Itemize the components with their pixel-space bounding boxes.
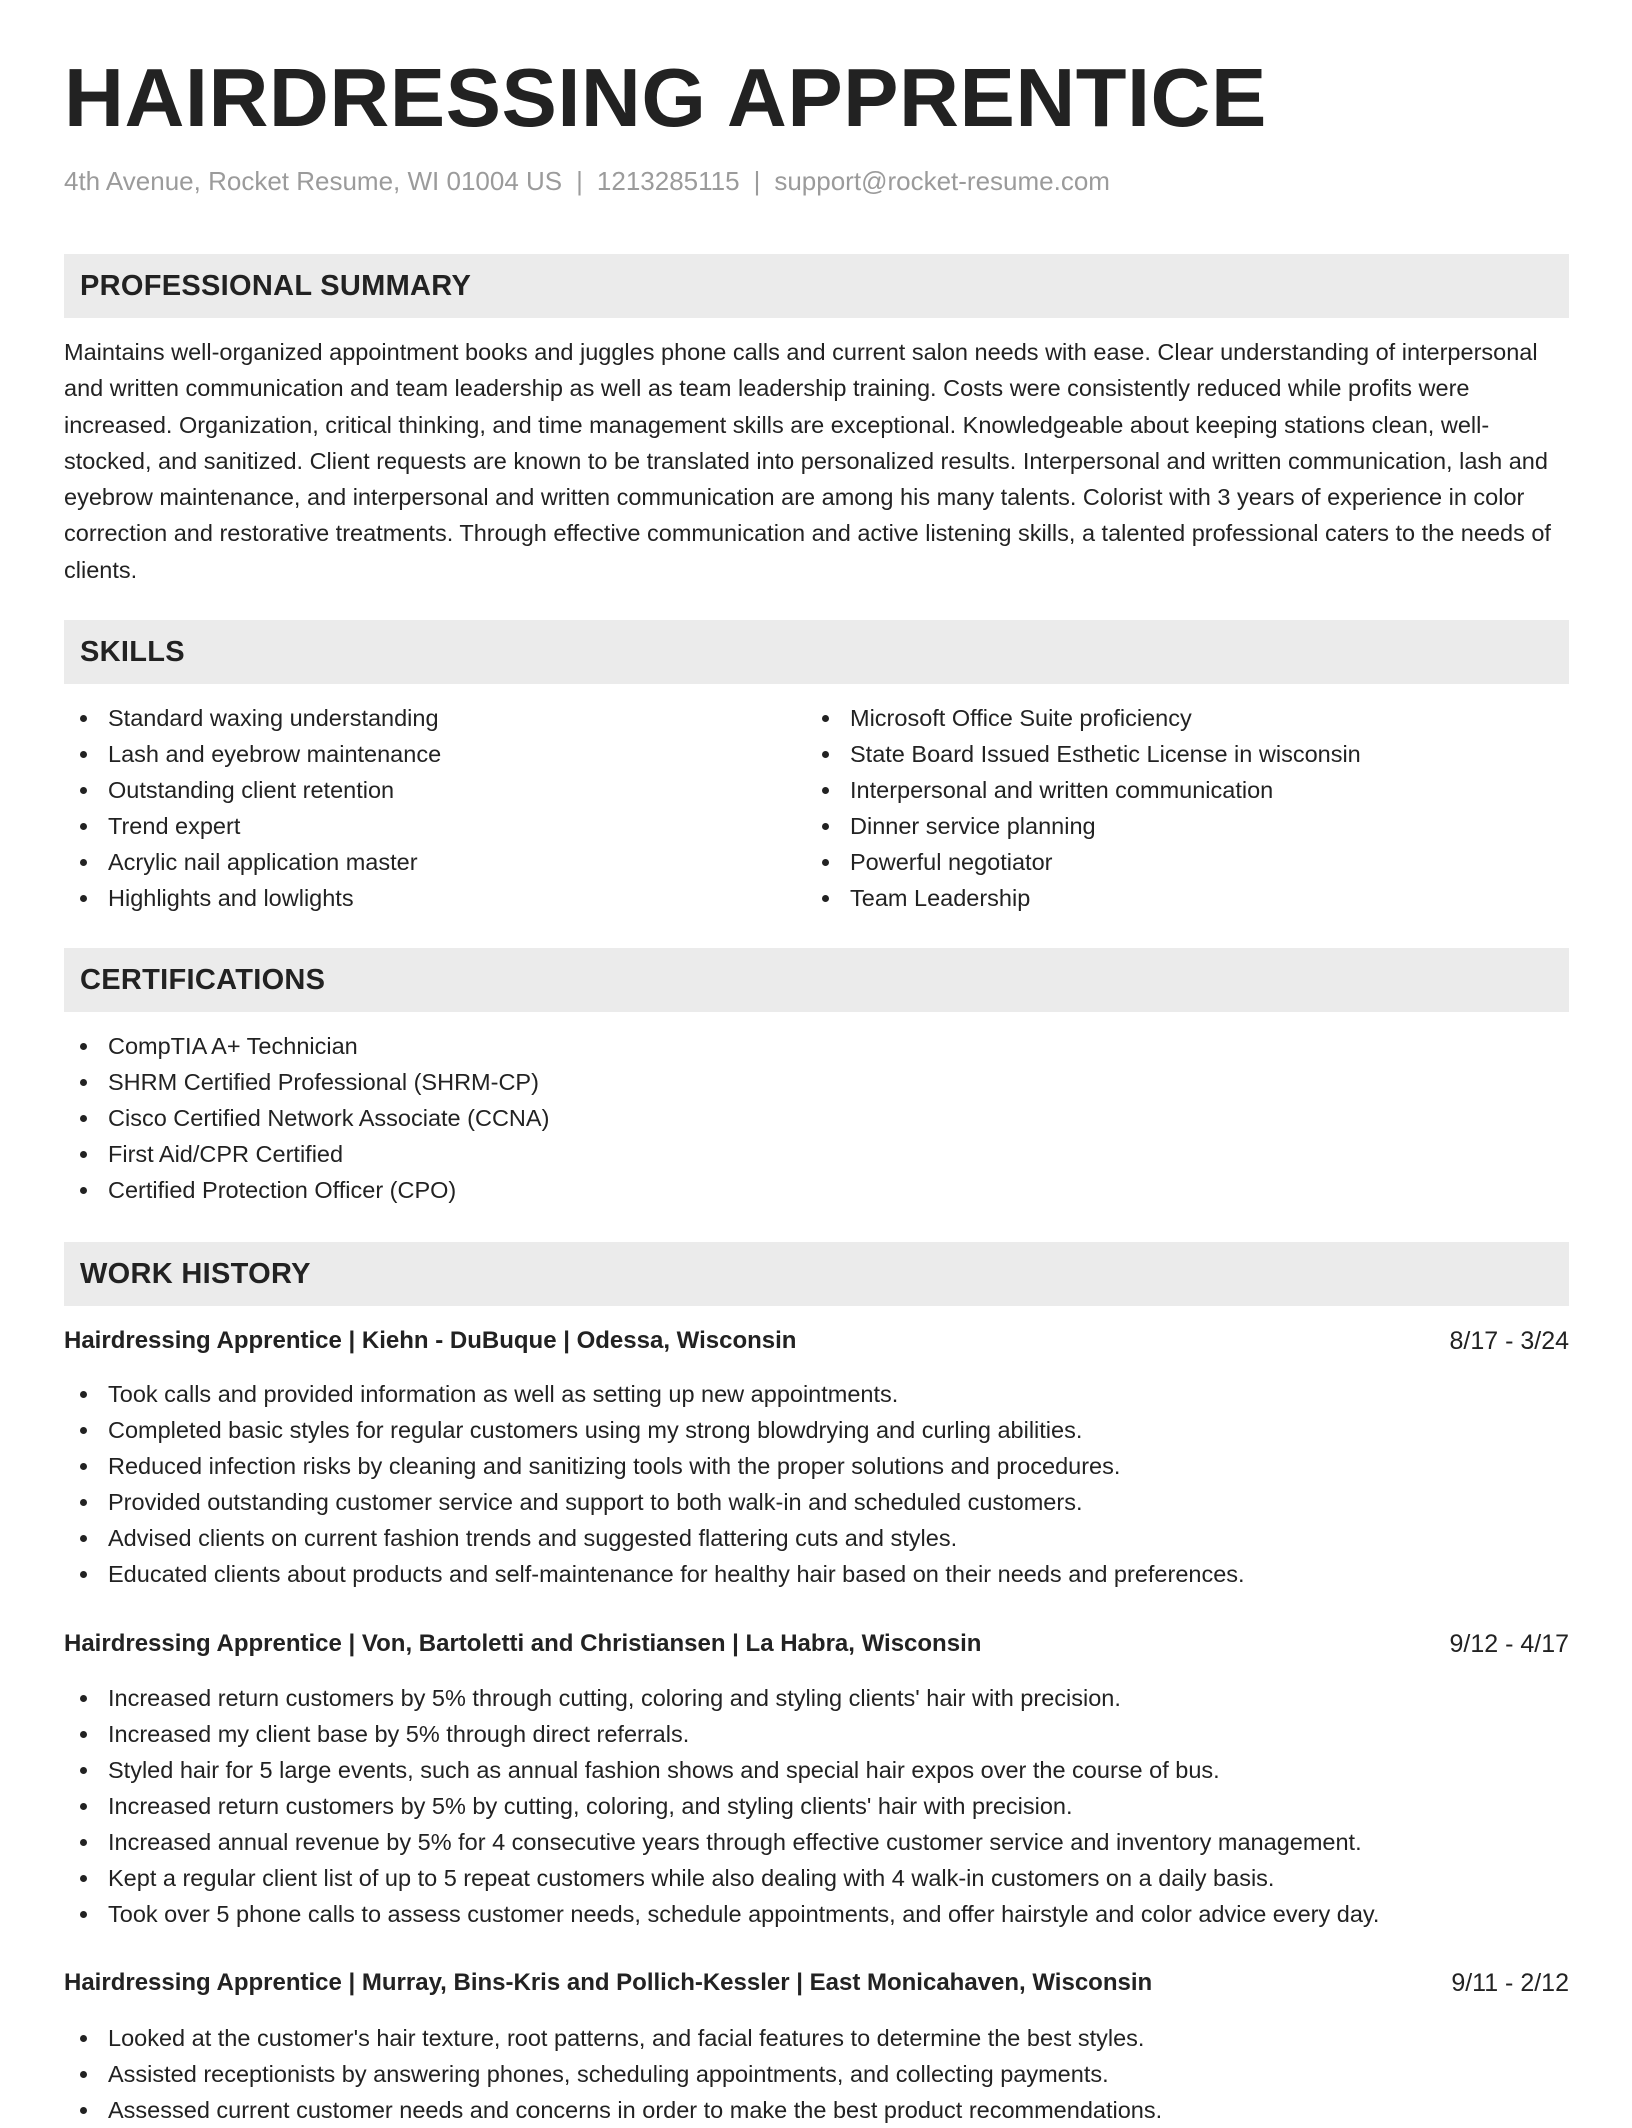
job-bullet: Advised clients on current fashion trends and suggested flattering cuts and styles. (64, 1520, 1245, 1556)
skill-item: Interpersonal and written communication (806, 772, 1361, 808)
skill-item: Trend expert (64, 808, 441, 844)
job-bullet: Took over 5 phone calls to assess customer needs, schedule appointments, and offer hairstyle and color advice every day. (64, 1896, 1379, 1932)
job-bullets (64, 1680, 1379, 1932)
job-bullet: Assisted receptionists by answering phones, scheduling appointments, and collecting payments. (64, 2056, 1162, 2092)
section-heading-work-history: WORK HISTORY (64, 1242, 1569, 1306)
skill-item: Dinner service planning (806, 808, 1361, 844)
job-title: Hairdressing Apprentice | Kiehn - DuBuque | Odessa, Wisconsin (64, 1327, 797, 1354)
job-dates: 9/12 - 4/17 (1449, 1629, 1569, 1658)
summary-text: Maintains well-organized appointment books and juggles phone calls and current salon needs with ease. Clear understanding of interpersonal and written communication and team leadership as well as team leadership training. Costs were consistently reduced while profits were increased. Organization, critical thinking, and time management skills are exceptional. Knowledgeable about keeping stations clean, well-stocked, and sanitized. Client requests are known to be translated into personalized results. Interpersonal and written communication, lash and eyebrow maintenance, and interpersonal and written communication are among his many talents. Colorist with 3 years of experience in color correction and restorative treatments. Through effective communication and active listening skills, a talented professional caters to the needs of clients. (64, 339, 1551, 583)
job-dates: 9/11 - 2/12 (1451, 1968, 1569, 1997)
job-bullet: Increased annual revenue by 5% for 4 consecutive years through effective customer service and inventory management. (64, 1824, 1379, 1860)
skill-item: Microsoft Office Suite proficiency (806, 700, 1361, 736)
contact-separator: | (753, 166, 761, 196)
job-bullet: Styled hair for 5 large events, such as annual fashion shows and special hair expos over the course of bus. (64, 1752, 1379, 1788)
certifications-list (64, 1028, 549, 1208)
job-bullet: Kept a regular client list of up to 5 repeat customers while also dealing with 4 walk-in customers on a daily basis. (64, 1860, 1379, 1896)
job-bullet: Increased my client base by 5% through direct referrals. (64, 1716, 1379, 1752)
job-dates: 8/17 - 3/24 (1449, 1326, 1569, 1355)
job-header (64, 1966, 1569, 2000)
job-header (64, 1627, 1569, 1661)
certification-item: Cisco Certified Network Associate (CCNA) (64, 1100, 549, 1136)
contact-line (64, 168, 1110, 194)
skill-item: Acrylic nail application master (64, 844, 441, 880)
section-heading-summary: PROFESSIONAL SUMMARY (64, 254, 1569, 318)
job-bullet: Took calls and provided information as well as setting up new appointments. (64, 1376, 1245, 1412)
contact-email: support@rocket-resume.com (774, 166, 1110, 196)
job-header (64, 1324, 1569, 1358)
skills-list-right (806, 700, 1361, 916)
job-bullet: Assessed current customer needs and concerns in order to make the best product recommendations. (64, 2092, 1162, 2128)
job-title: Hairdressing Apprentice | Von, Bartoletti and Christiansen | La Habra, Wisconsin (64, 1630, 982, 1657)
skill-item: Outstanding client retention (64, 772, 441, 808)
section-heading-certifications: CERTIFICATIONS (64, 948, 1569, 1012)
skill-item: Highlights and lowlights (64, 880, 441, 916)
resume-name-title: HAIRDRESSING APPRENTICE (64, 51, 1267, 144)
job-bullet: Increased return customers by 5% through cutting, coloring and styling clients' hair with precision. (64, 1680, 1379, 1716)
job-bullet: Provided outstanding customer service and support to both walk-in and scheduled customers. (64, 1484, 1245, 1520)
job-bullets (64, 1376, 1245, 1592)
job-bullet: Increased return customers by 5% by cutting, coloring, and styling clients' hair with precision. (64, 1788, 1379, 1824)
certification-item: Certified Protection Officer (CPO) (64, 1172, 549, 1208)
certification-item: First Aid/CPR Certified (64, 1136, 549, 1172)
skill-item: Team Leadership (806, 880, 1361, 916)
contact-address: 4th Avenue, Rocket Resume, WI 01004 US (64, 166, 563, 196)
job-bullet: Completed basic styles for regular customers using my strong blowdrying and curling abilities. (64, 1412, 1245, 1448)
skill-item: Powerful negotiator (806, 844, 1361, 880)
skills-list-left (64, 700, 441, 916)
certification-item: CompTIA A+ Technician (64, 1028, 549, 1064)
skill-item: Lash and eyebrow maintenance (64, 736, 441, 772)
skill-item: Standard waxing understanding (64, 700, 441, 736)
job-title: Hairdressing Apprentice | Murray, Bins-Kris and Pollich-Kessler | East Monicahaven, Wisconsin (64, 1969, 1153, 1996)
section-heading-skills: SKILLS (64, 620, 1569, 684)
certification-item: SHRM Certified Professional (SHRM-CP) (64, 1064, 549, 1100)
job-bullet: Educated clients about products and self-maintenance for healthy hair based on their needs and preferences. (64, 1556, 1245, 1592)
contact-separator: | (576, 166, 583, 196)
skill-item: State Board Issued Esthetic License in wisconsin (806, 736, 1361, 772)
job-bullet: Reduced infection risks by cleaning and sanitizing tools with the proper solutions and procedures. (64, 1448, 1245, 1484)
contact-phone: 1213285115 (596, 166, 740, 196)
job-bullet: Looked at the customer's hair texture, root patterns, and facial features to determine the best styles. (64, 2020, 1162, 2056)
